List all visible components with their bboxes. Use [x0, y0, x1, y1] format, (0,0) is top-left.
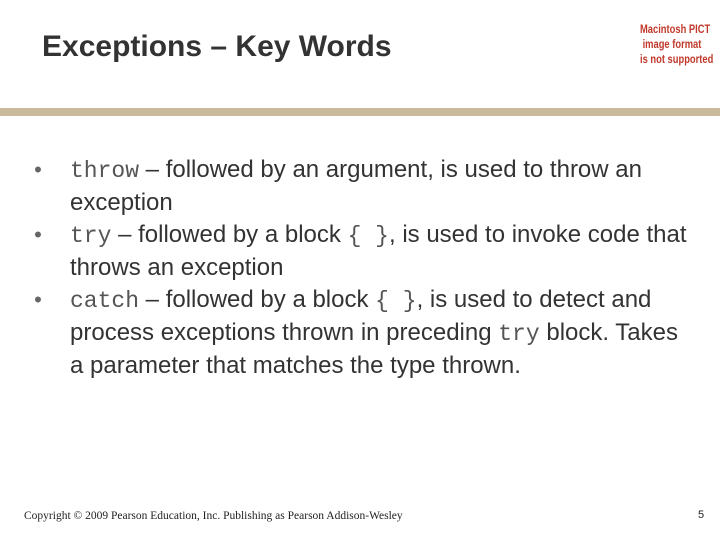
bullet-dot-icon: •	[34, 157, 42, 182]
page-number: 5	[698, 509, 705, 521]
unsupported-image-placeholder	[640, 22, 714, 67]
placeholder-line-2: image format	[642, 37, 702, 51]
code-block-braces: { }	[347, 223, 389, 249]
keyword-throw: throw	[70, 158, 140, 184]
placeholder-line-3: is not supported	[640, 52, 714, 66]
bullet-text: , is used to invoke code that throws an exception	[70, 221, 687, 281]
code-block-braces: { }	[375, 288, 417, 314]
keyword-try-inline: try	[498, 321, 540, 347]
slide-title: Exceptions – Key Words	[42, 30, 392, 63]
bullet-item-try	[28, 219, 688, 284]
bullet-text: block. Takes a parameter that matches the type thrown.	[70, 319, 678, 379]
bullet-dot-icon: •	[34, 222, 42, 247]
bullet-item-throw	[28, 154, 688, 219]
placeholder-line-1: Macintosh PICT	[640, 22, 711, 36]
keyword-try: try	[70, 223, 112, 249]
bullet-dot-icon: •	[34, 287, 42, 312]
bullet-list	[28, 154, 688, 382]
bullet-text: , is used to detect and process exceptions thrown in preceding	[70, 286, 652, 346]
keyword-catch: catch	[70, 288, 140, 314]
bullet-text: – followed by an argument, is used to throw an exception	[70, 156, 642, 216]
bullet-item-catch	[28, 284, 688, 382]
bullet-text: – followed by a block	[139, 286, 376, 313]
bullet-text: – followed by a block	[111, 221, 348, 248]
title-divider	[0, 108, 720, 116]
copyright-footer: Copyright © 2009 Pearson Education, Inc. Publishing as Pearson Addison-Wesley	[24, 510, 403, 522]
